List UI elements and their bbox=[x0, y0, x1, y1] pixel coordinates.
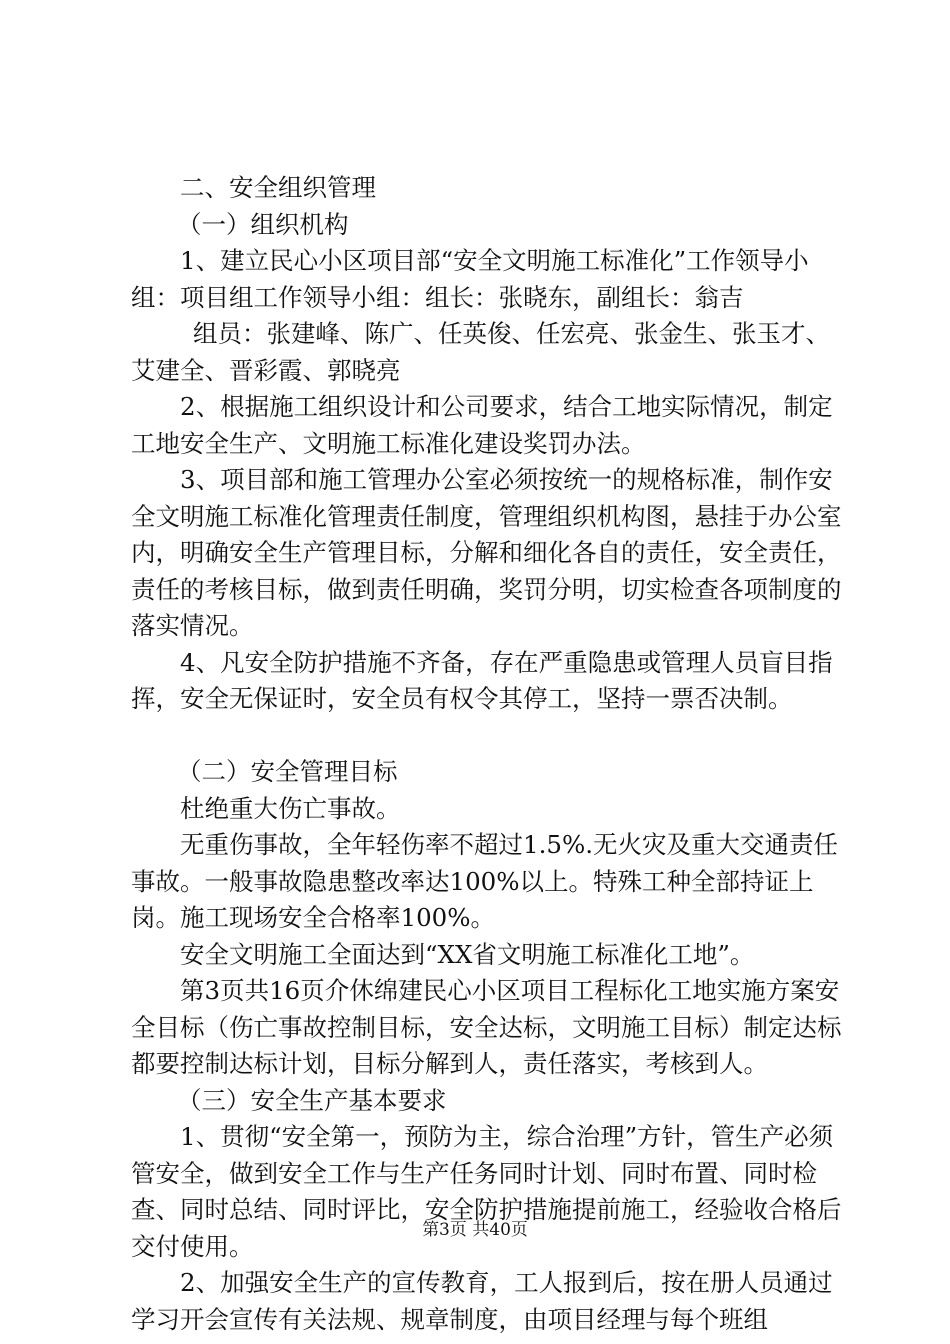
paragraph-stop-work: 4、凡安全防护措施不齐备，存在严重隐患或管理人员盲目指挥，安全无保证时，安全员有权令其停工，坚持一票否决制。 bbox=[131, 647, 833, 713]
paragraph-no-fatal-accidents: 杜绝重大伤亡事故。 bbox=[180, 793, 401, 823]
document-body bbox=[131, 170, 851, 1338]
page-footer: 第3页 共40页 bbox=[422, 1220, 528, 1240]
paragraph-target-plan: 第3页共16页介休绵建民心小区项目工程标化工地实施方案安全目标（伤亡事故控制目标，安全达标，文明施工目标）制定达标都要控制达标计划，目标分解到人，责任落实，考核到人。 bbox=[131, 976, 842, 1078]
subsection-heading-basic-requirements: （三）安全生产基本要求 bbox=[177, 1085, 447, 1115]
paragraph-safety-first: 1、贯彻“安全第一，预防为主，综合治理”方针，管生产必须管安全，做到安全工作与生产任务同时计划、同时布置、同时检查、同时总结、同时评比，安全防护措施提前施工，经验收合格后交付使用。 bbox=[131, 1122, 842, 1261]
paragraph-standard-site: 安全文明施工全面达到“XX省文明施工标准化工地”。 bbox=[180, 939, 755, 969]
paragraph-members: 组员：张建峰、陈广、任英俊、任宏亮、张金生、张玉才、艾建全、晋彩霞、郭晓亮 bbox=[131, 319, 830, 385]
paragraph-responsibility-system: 3、项目部和施工管理办公室必须按统一的规格标准，制作安全文明施工标准化管理责任制度，管理组织机构图，悬挂于办公室内，明确安全生产管理目标，分解和细化各自的责任，安全责任，责任的考核目标，做到责任明确，奖罚分明，切实检查各项制度的落实情况。 bbox=[131, 465, 842, 640]
paragraph-reward-rules: 2、根据施工组织设计和公司要求，结合工地实际情况，制定工地安全生产、文明施工标准化建设奖罚办法。 bbox=[131, 392, 833, 458]
paragraph-leadership-group: 1、建立民心小区项目部“安全文明施工标准化”工作领导小组：项目组工作领导小组：组长：张晓东，副组长：翁吉 bbox=[131, 246, 809, 312]
subsection-heading-safety-targets: （二）安全管理目标 bbox=[177, 757, 398, 786]
section-heading-safety-organization: 二、安全组织管理 bbox=[180, 173, 376, 202]
paragraph-safety-education: 2、加强安全生产的宣传教育，工人报到后，按在册人员通过学习开会宣传有关法规、规章制度，由项目经理与每个班组 bbox=[131, 1268, 833, 1334]
paragraph-gap bbox=[131, 718, 851, 755]
paragraph-injury-rate: 无重伤事故，全年轻伤率不超过1.5%.无火灾及重大交通责任事故。一般事故隐患整改率达100%以上。特殊工种全部持证上岗。施工现场安全合格率100%。 bbox=[131, 830, 839, 932]
subsection-heading-organization: （一）组织机构 bbox=[177, 209, 349, 239]
